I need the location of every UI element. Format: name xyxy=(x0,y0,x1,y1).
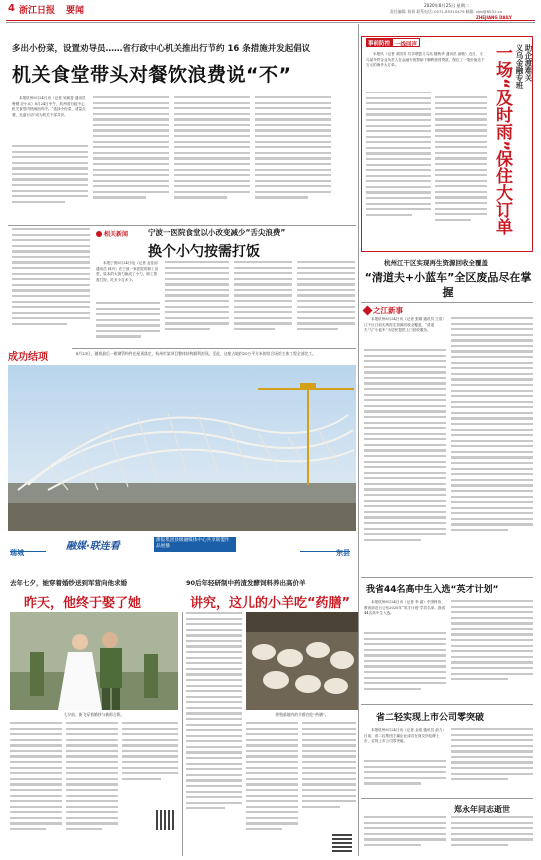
right-box-vertical-title-2: 保住大订单 xyxy=(492,150,512,235)
media-tag: 融媒·联连看 xyxy=(66,540,120,552)
photo-news-label: 成功结项 xyxy=(8,345,72,363)
tech-kicker: 杭州江干区实现再生资源回收全覆盖 xyxy=(384,259,488,267)
qr-code-left[interactable] xyxy=(156,810,176,830)
right-box-side-line-1: 义乌金融专班 xyxy=(515,44,524,89)
city-tag-right: 东县 xyxy=(300,540,350,552)
right-box-lead: 本报讯（记者 邓国芳 共享联盟义乌站 楼秋华 通讯员 俞敏）近日，义乌某外贸企业负责人在金融专班帮助下顺利获得贷款，保住了一笔价值近千万元的海外大订单。 xyxy=(366,52,486,92)
gifted-lead: 本报杭州8月24日讯（记者 李 睿）中国科协、教育部近日公布2020年“英才计划”学员名单，我省44名高中生入选。 xyxy=(364,600,446,616)
header-rule xyxy=(6,20,535,21)
right-box-vertical-title-1: 一场“及时雨” xyxy=(492,44,512,152)
city-tag-left: 瑞城 xyxy=(10,540,46,552)
right-box-tag xyxy=(366,38,420,47)
hospital-headline: 换个小勺按需打饭 xyxy=(148,244,260,260)
paper-name: 浙江日报 xyxy=(19,6,56,16)
related-news-label: 相关新闻 xyxy=(96,229,128,238)
stadium-photo-graphic xyxy=(8,365,356,531)
date-line: 2020年8月25日 星期二 xyxy=(424,3,470,8)
tech-lead: 本报杭州8月24日讯（记者 张娜 通讯员 王浩）江干区日前实现再生资源回收全覆盖，“清道夫”与“小蓝车”为居民提供上门回收服务。 xyxy=(364,317,446,333)
tech-headline: “清道夫+小蓝车”全区废品尽在掌握 xyxy=(364,271,532,299)
qr-code-right[interactable] xyxy=(332,832,352,852)
story1-kicker: 去年七夕，她穿着婚纱送到军营向他求婚 xyxy=(10,579,127,587)
main-headline: 机关食堂带头对餐饮浪费说“不” xyxy=(12,64,292,86)
story2-headline: 讲究，这儿的小羊吃“药膳” xyxy=(190,596,351,611)
story2-kicker: 90后年轻研制中药渣发酵饲料养出高价羊 xyxy=(186,579,306,587)
story1-headline: 昨天，他终于娶了她 xyxy=(24,596,142,611)
story2-caption: 养殖基地内的羊群在吃“药膳”。 xyxy=(275,712,329,717)
story1-caption: 七夕前，新飞穿着婚纱与新郎合影。 xyxy=(63,712,125,717)
hospital-kicker: 宁波一医院食堂以小改变减少“舌尖浪费” xyxy=(148,228,286,237)
zhijiang-icon xyxy=(363,306,373,316)
wedding-photo xyxy=(10,612,178,710)
editor-line: 责任编辑: 陈妍 联系电话: 0571-85310479 邮箱: zjrb@8531.cn xyxy=(390,9,502,14)
zhijiang-new-label: 之江新事 xyxy=(364,305,403,316)
photo-caption: 8月23日，随着最后一根钢管构件在屋顶落定，杭州市某项目整体结构顺利封顶。至此，这座占地约20万平方米的综合场馆主体工程全部完工。 xyxy=(76,351,316,356)
page-header xyxy=(8,3,533,20)
listing-headline: 省二轻实现上市公司零突破 xyxy=(376,713,485,723)
main-kicker: 多出小份菜，设置劝导员……省行政中心机关推出行节约 16 条措施并发起倡议 xyxy=(12,44,311,54)
section-name: 要闻 xyxy=(66,6,85,16)
page-number: 4 xyxy=(8,3,15,14)
gifted-headline: 我省44名高中生入选“英才计划” xyxy=(366,585,499,595)
hospital-col-1: 本报宁波8月24日电（记者 孟佳韵 通讯员 林丹）在宁波一家医院的职工食堂，原本的大饭勺换成了小勺，职工按需打饭，吃多少打多少。 xyxy=(96,261,159,282)
right-box-side-line-2: 助企渡难关 xyxy=(524,44,533,82)
obituary-headline: 郑永年同志逝世 xyxy=(454,805,510,814)
related-news-icon xyxy=(96,231,102,237)
stadium-photo xyxy=(8,365,356,531)
listing-lead: 本报杭州8月24日讯（记者 金梁 通讯员 俞力）日前，省二轻集团下属企业成功在深交所挂牌上市，实现上市公司零突破。 xyxy=(364,728,446,744)
main-lead: 本报杭州8月24日讯（记者 吴朝香 通讯员 鲁钢 应小兵）8月24日中午，杭州省行政中心机关食堂内热闹而有序。“选择小份菜、适量点餐、光盘行动”成为机关干部共识。 xyxy=(12,96,86,117)
sheep-photo xyxy=(246,612,358,710)
right-box-tag-right: 一线回声 xyxy=(392,38,420,47)
brand-en: ZHEJIANG DAILY xyxy=(476,15,512,20)
right-box-tag-left: 事前防控 xyxy=(366,38,392,47)
media-subtag: 浙报集团县级融媒体中心共享联盟作品展播 xyxy=(154,537,236,552)
